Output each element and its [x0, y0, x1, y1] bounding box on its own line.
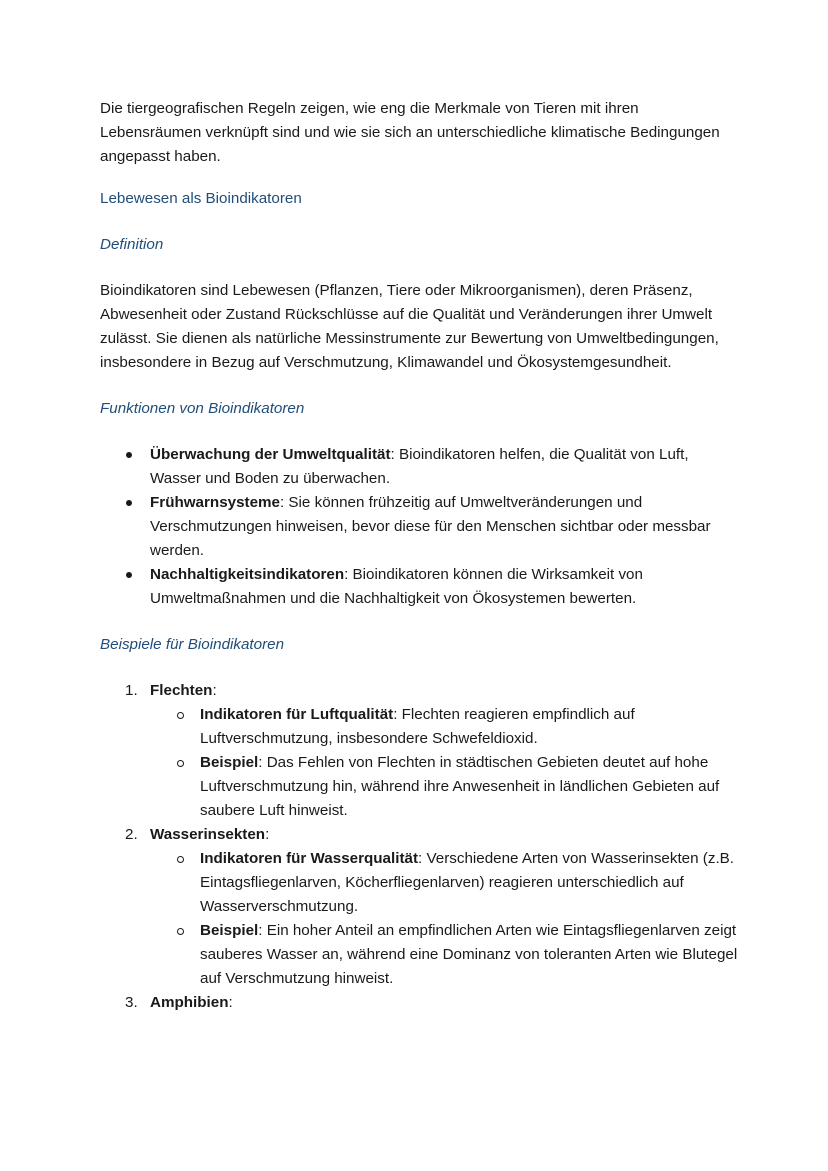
example-colon: :: [228, 994, 233, 1011]
example-name: Amphibien: [150, 994, 229, 1011]
circle-bullet-icon: [177, 856, 184, 863]
definition-title: Definition: [100, 236, 164, 253]
function-text: : Bioindikatoren können die Wirksamkeit von Umweltmaßnahmen und die Nachhaltigkeit von Ökosystemen bewerten.: [150, 566, 643, 607]
intro-paragraph: Die tiergeografischen Regeln zeigen, wie eng die Merkmale von Tieren mit ihren Lebensräumen verknüpft sind und wie sie sich an unterschiedliche klimatische Bedingungen angepasst haben.: [100, 100, 720, 165]
list-item: [100, 823, 740, 991]
sub-text: : Verschiedene Arten von Wasserinsekten (z.B. Eintagsfliegenlarven, Köcherfliegenlarven) reagieren unterschiedlich auf Wasserverschmutzung.: [200, 850, 735, 915]
list-item: [100, 563, 740, 611]
document-body: [100, 97, 740, 1015]
circle-bullet-icon: [177, 760, 184, 767]
sub-list: [150, 703, 740, 823]
bullet-icon: [126, 572, 132, 578]
definition-paragraph: Bioindikatoren sind Lebewesen (Pflanzen, Tiere oder Mikroorganismen), deren Präsenz, Abwesenheit oder Zustand Rückschlüsse auf die Qualität und Veränderungen ihrer Umwelt zulässt. Sie dienen als natürliche Messinstrumente zur Bewertung von Umweltbedingungen, insbesondere in Bezug auf Verschmutzung, Klimawandel und Ökosystemgesundheit.: [100, 282, 719, 371]
example-name: Flechten: [150, 682, 213, 699]
sub-list-item: [150, 751, 740, 823]
circle-bullet-icon: [177, 928, 184, 935]
sub-term: Beispiel: [200, 754, 259, 771]
list-item: [100, 491, 740, 563]
sub-term: Beispiel: [200, 922, 259, 939]
function-text: : Bioindikatoren helfen, die Qualität von Luft, Wasser und Boden zu überwachen.: [150, 446, 689, 487]
example-name: Wasserinsekten: [150, 826, 266, 843]
list-item: [100, 443, 740, 491]
sub-text: : Das Fehlen von Flechten in städtischen Gebieten deutet auf hohe Luftverschmutzung hin, während ihre Anwesenheit in ländlichen Gebieten auf saubere Luft hinweist.: [200, 754, 720, 819]
sub-term: Indikatoren für Luftqualität: [200, 706, 394, 723]
functions-list: [100, 443, 740, 611]
section-heading: Lebewesen als Bioindikatoren: [100, 190, 302, 207]
list-number: 2.: [125, 826, 138, 843]
bullet-icon: [126, 500, 132, 506]
function-term: Frühwarnsysteme: [150, 494, 280, 511]
list-number: 1.: [125, 682, 138, 699]
function-text: : Sie können frühzeitig auf Umweltveränderungen und Verschmutzungen hinweisen, bevor diese für den Menschen sichtbar oder messbar werden.: [150, 494, 711, 559]
bullet-icon: [126, 452, 132, 458]
function-term: Überwachung der Umweltqualität: [150, 446, 391, 463]
sub-text: : Flechten reagieren empfindlich auf Luftverschmutzung, insbesondere Schwefeldioxid.: [200, 706, 635, 747]
sub-list: [150, 847, 740, 991]
examples-list: [100, 679, 740, 1015]
example-colon: :: [212, 682, 217, 699]
example-colon: :: [265, 826, 270, 843]
examples-title: Beispiele für Bioindikatoren: [100, 636, 285, 653]
functions-title: Funktionen von Bioindikatoren: [100, 400, 305, 417]
sub-list-item: [150, 703, 740, 751]
sub-list-item: [150, 919, 740, 991]
list-number: 3.: [125, 994, 138, 1011]
list-item: [100, 991, 740, 1015]
sub-term: Indikatoren für Wasserqualität: [200, 850, 419, 867]
sub-text: : Ein hoher Anteil an empfindlichen Arten wie Eintagsfliegenlarven zeigt sauberes Wasser an, während eine Dominanz von toleranten Arten wie Blutegel auf Verschmutzung hinweist.: [200, 922, 738, 987]
list-item: [100, 679, 740, 823]
circle-bullet-icon: [177, 712, 184, 719]
sub-list-item: [150, 847, 740, 919]
function-term: Nachhaltigkeitsindikatoren: [150, 566, 345, 583]
